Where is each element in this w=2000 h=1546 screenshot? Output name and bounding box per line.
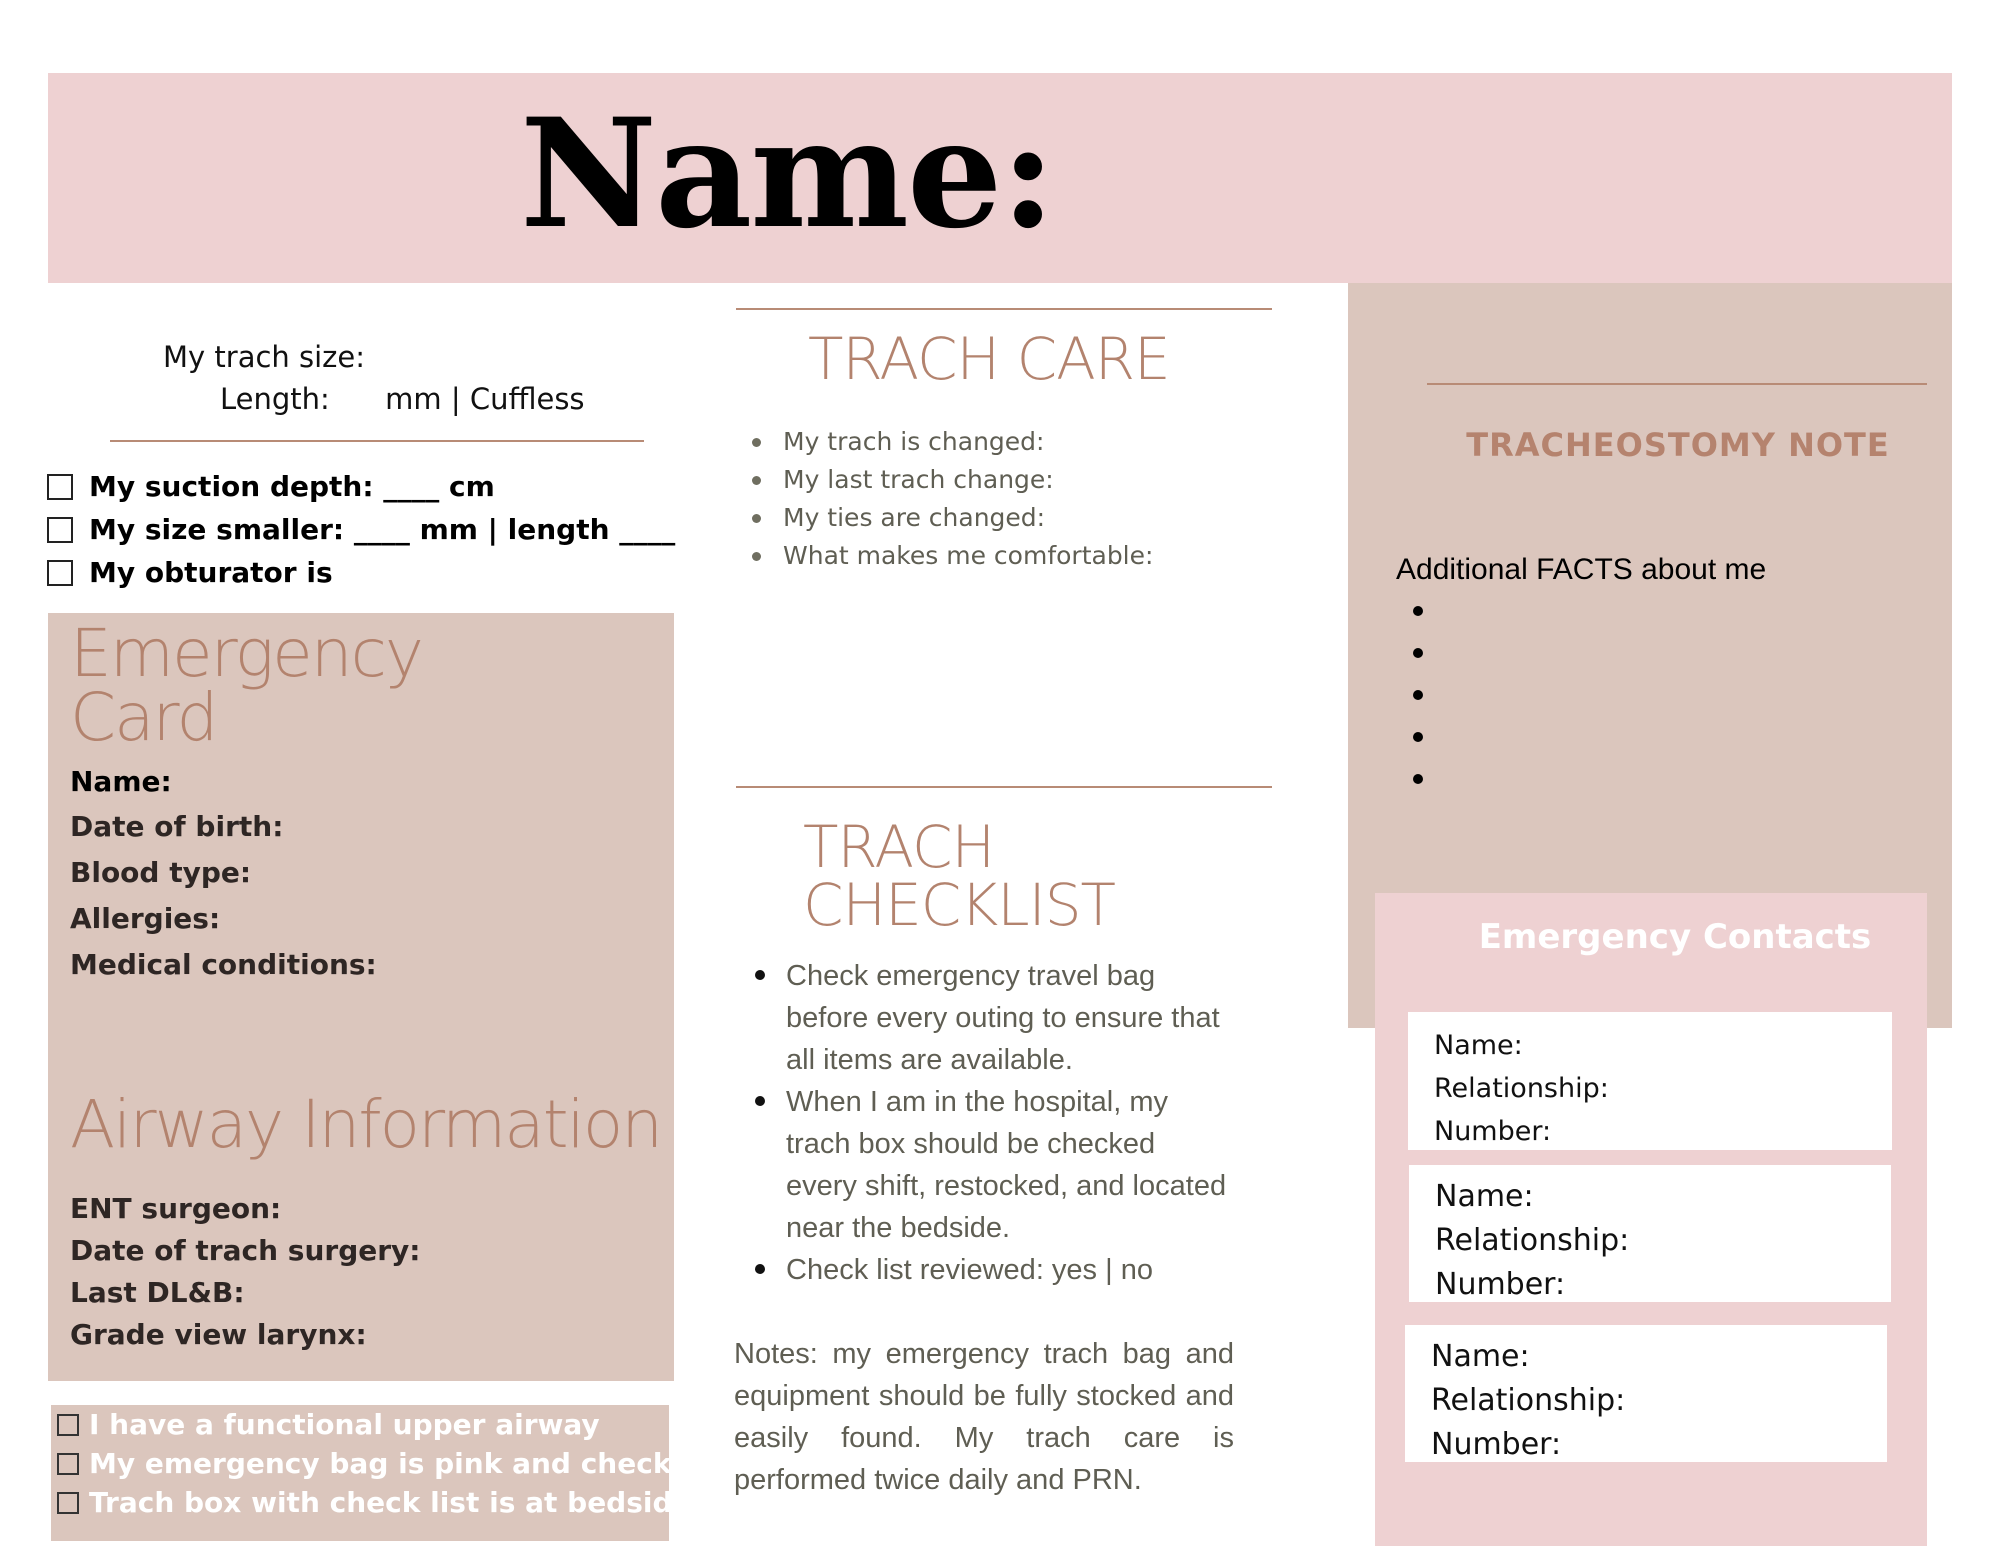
- emergency-contacts-title: Emergency Contacts: [1478, 917, 1872, 957]
- contact-name: Name:: [1435, 1179, 1534, 1214]
- field-name: Name:: [70, 765, 172, 798]
- contact-number: Number:: [1435, 1267, 1566, 1302]
- emergency-bag-checkbox-row[interactable]: [57, 1447, 710, 1480]
- checkbox[interactable]: [57, 1453, 79, 1475]
- field-grade-view-larynx: Grade view larynx:: [70, 1318, 367, 1351]
- trach-length-line: Length: mm | Cuffless: [220, 382, 585, 416]
- list-item: [1413, 674, 1445, 716]
- list-item: When I am in the hospital, my trach box should be checked every shift, restocked, and located near the bedside.: [752, 1081, 1232, 1249]
- contact-card: [1405, 1325, 1887, 1462]
- obturator-checkbox-row[interactable]: [47, 556, 333, 589]
- trach-checklist-title-line2: CHECKLIST: [803, 871, 1115, 939]
- list-item: My last trach change:: [752, 461, 1153, 499]
- airway-information-title: Airway Information: [70, 1086, 662, 1163]
- bullet-icon: [752, 552, 761, 561]
- bullet-icon: [1413, 648, 1423, 658]
- contact-relationship: Relationship:: [1431, 1383, 1626, 1418]
- contact-name: Name:: [1431, 1339, 1530, 1374]
- divider: [110, 440, 644, 442]
- list-item: Check emergency travel bag before every outing to ensure that all items are available.: [752, 955, 1232, 1081]
- checkbox[interactable]: [57, 1492, 79, 1514]
- emergency-card-title: [70, 615, 422, 756]
- bullet-icon: [752, 514, 761, 523]
- trach-box-checkbox-row[interactable]: [57, 1486, 692, 1519]
- list-item: [1413, 590, 1445, 632]
- trach-checklist-title-line1: TRACH: [803, 813, 995, 881]
- bullet-icon: [1413, 606, 1423, 616]
- field-date-of-birth: Date of birth:: [70, 810, 284, 843]
- trach-checklist-list: [752, 955, 1232, 1291]
- check-label: My suction depth: ____ cm: [89, 470, 495, 503]
- contact-name: Name:: [1434, 1030, 1523, 1061]
- field-blood-type: Blood type:: [70, 856, 252, 889]
- list-item: What makes me comfortable:: [752, 537, 1153, 575]
- bullet-icon: [752, 438, 761, 447]
- divider: [1427, 383, 1927, 385]
- check-label: My size smaller: ____ mm | length ____: [89, 513, 676, 546]
- bullet-icon: [1413, 774, 1423, 784]
- facts-list: [1413, 590, 1445, 800]
- page-title: Name:: [520, 86, 1054, 262]
- check-label: I have a functional upper airway: [89, 1408, 600, 1441]
- check-label: My emergency bag is pink and checked: [89, 1447, 710, 1480]
- list-item: Check list reviewed: yes | no: [752, 1249, 1232, 1291]
- emergency-card-title-line2: Card: [70, 679, 217, 756]
- upper-airway-checkbox-row[interactable]: [57, 1408, 600, 1441]
- list-item: [1413, 632, 1445, 674]
- contact-relationship: Relationship:: [1434, 1073, 1609, 1104]
- bullet-icon: [1413, 732, 1423, 742]
- checkbox[interactable]: [57, 1414, 79, 1436]
- bullet-icon: [1413, 690, 1423, 700]
- list-item: My trach is changed:: [752, 423, 1153, 461]
- trach-checklist-title: [803, 813, 1115, 939]
- field-last-dlb: Last DL&B:: [70, 1276, 245, 1309]
- size-smaller-checkbox-row[interactable]: [47, 513, 675, 546]
- divider: [736, 308, 1272, 310]
- checkbox[interactable]: [47, 517, 73, 543]
- check-label: Trach box with check list is at bedside: [89, 1486, 692, 1519]
- notes-paragraph: Notes: my emergency trach bag and equipment should be fully stocked and easily found. My trach care is performed twice daily and PRN.: [734, 1338, 1234, 1496]
- contact-relationship: Relationship:: [1435, 1223, 1630, 1258]
- checkbox[interactable]: [47, 474, 73, 500]
- contact-card: [1408, 1012, 1892, 1150]
- bullet-icon: [755, 1264, 765, 1274]
- trach-care-list: [752, 423, 1153, 575]
- additional-facts-title: Additional FACTS about me: [1396, 553, 1767, 586]
- bullet-icon: [755, 970, 765, 980]
- field-ent-surgeon: ENT surgeon:: [70, 1192, 282, 1225]
- bullet-icon: [752, 476, 761, 485]
- contact-card: [1409, 1165, 1891, 1302]
- check-label: My obturator is: [89, 556, 333, 589]
- field-allergies: Allergies:: [70, 902, 221, 935]
- field-trach-surgery-date: Date of trach surgery:: [70, 1234, 421, 1267]
- list-item: [1413, 716, 1445, 758]
- contact-number: Number:: [1431, 1427, 1562, 1462]
- bullet-icon: [755, 1096, 765, 1106]
- checkbox[interactable]: [47, 560, 73, 586]
- field-medical-conditions: Medical conditions:: [70, 948, 377, 981]
- emergency-card-title-line1: Emergency: [70, 615, 422, 692]
- divider: [736, 786, 1272, 788]
- trach-size-label: My trach size:: [163, 340, 366, 374]
- tracheostomy-note-title: TRACHEOSTOMY NOTE: [1466, 426, 1890, 464]
- suction-depth-checkbox-row[interactable]: [47, 470, 495, 503]
- list-item: My ties are changed:: [752, 499, 1153, 537]
- trach-care-title: TRACH CARE: [808, 325, 1170, 393]
- list-item: [1413, 758, 1445, 800]
- contact-number: Number:: [1434, 1116, 1552, 1147]
